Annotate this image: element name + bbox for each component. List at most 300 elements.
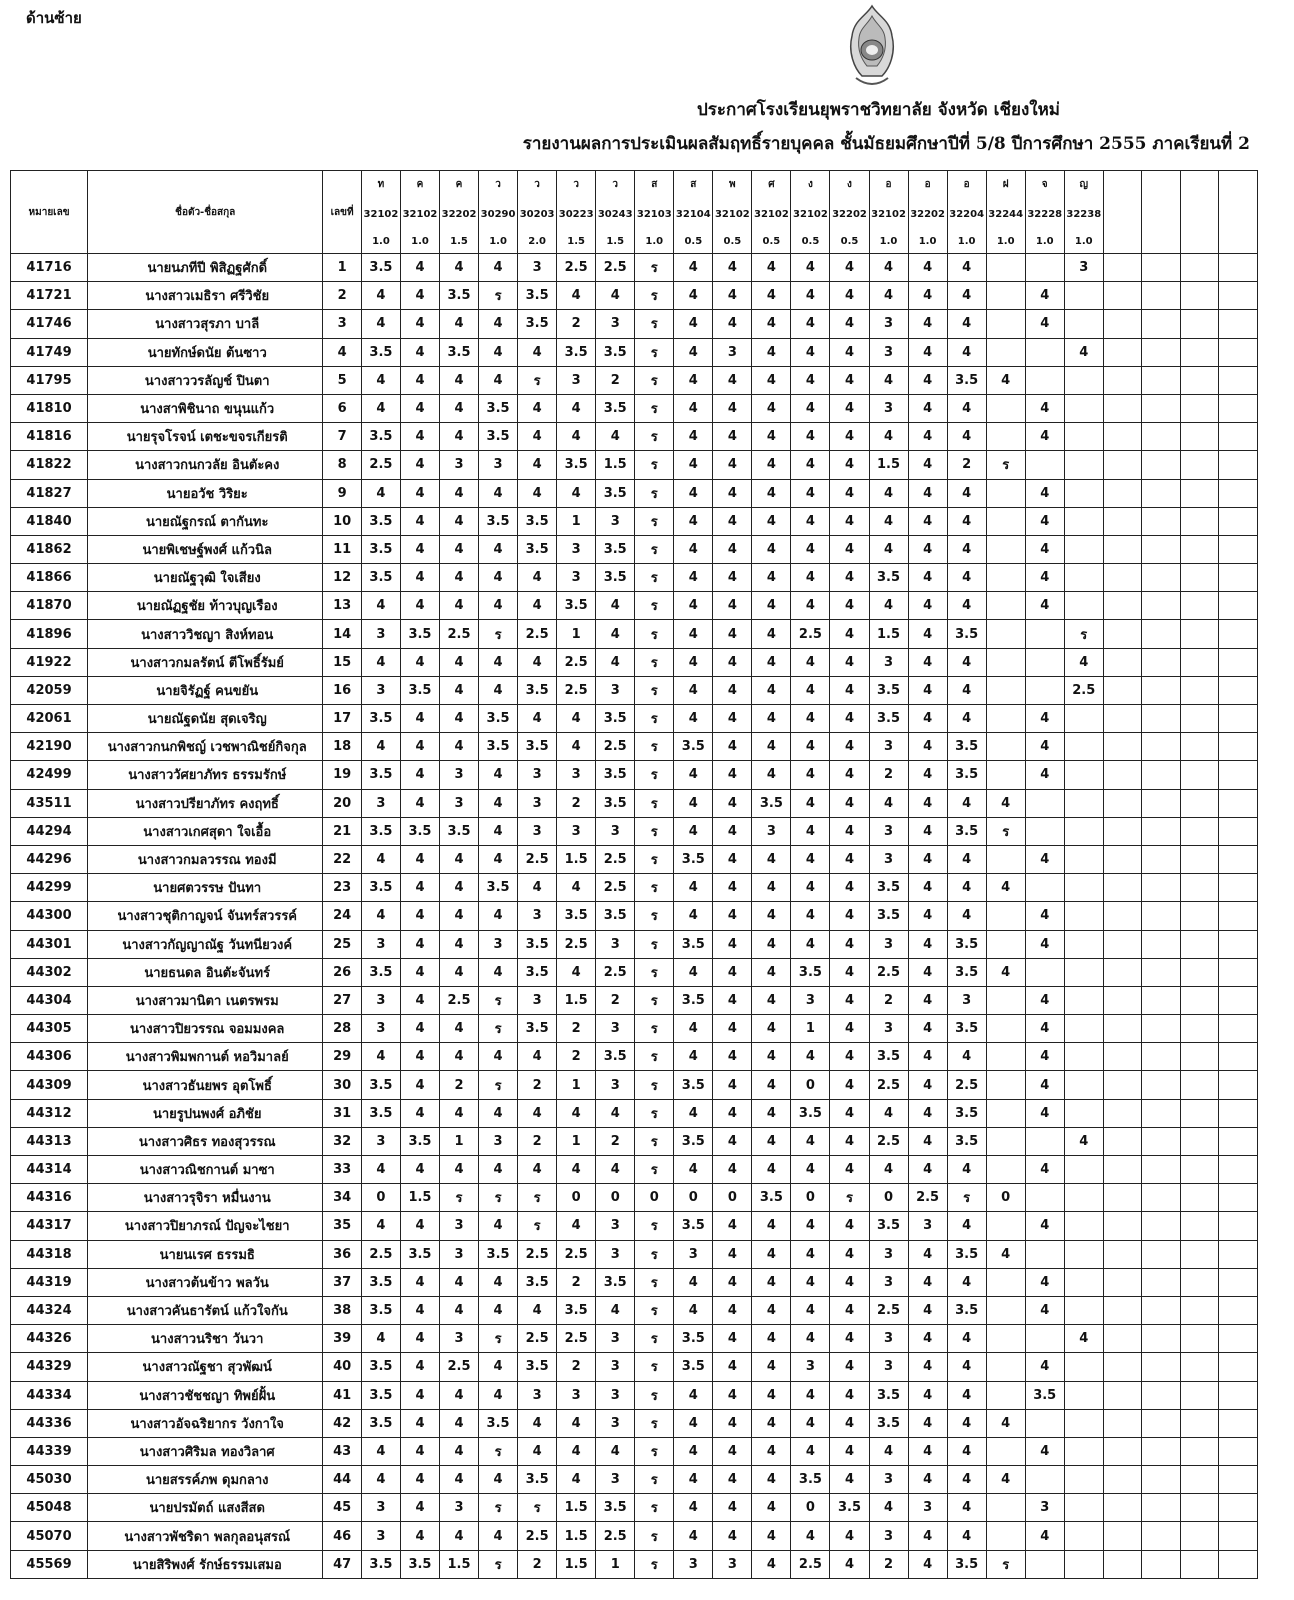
grade-cell: 4 [674,451,713,479]
empty-cell [1103,1296,1142,1324]
grade-cell [1064,874,1103,902]
grade-cell: 3 [869,338,908,366]
grade-cell: 3 [361,1522,400,1550]
header-empty [1142,171,1181,254]
grade-cell: ร [635,366,674,394]
empty-cell [1103,479,1142,507]
grade-cell: 4 [674,507,713,535]
header-subject [752,171,791,254]
grade-cell [1025,958,1064,986]
grade-cell [986,902,1025,930]
header-empty [1103,171,1142,254]
grade-cell: 4 [908,874,947,902]
empty-cell [1219,902,1258,930]
grade-cell: 4 [479,1522,518,1550]
grade-cell: 4 [869,479,908,507]
grade-cell: ร [635,564,674,592]
grade-cell: ร [635,1099,674,1127]
grade-cell: 3.5 [440,338,479,366]
student-id: 41810 [11,394,88,422]
student-id: 44294 [11,817,88,845]
grade-cell: 4 [518,1409,557,1437]
student-name: นายอวัช วิริยะ [88,479,323,507]
grade-cell: 0 [674,1184,713,1212]
grade-cell: 3 [440,1494,479,1522]
empty-cell [1180,1437,1219,1465]
grade-cell [986,1296,1025,1324]
grade-cell: 3 [869,817,908,845]
grade-cell: 3 [596,1240,635,1268]
grade-cell: 4 [713,366,752,394]
grade-cell: 4 [674,705,713,733]
subject-code: 30223 [558,208,594,220]
empty-cell [1180,423,1219,451]
student-id: 41716 [11,254,88,282]
grade-cell: 4 [869,254,908,282]
seat-number: 45 [323,1494,362,1522]
grade-cell: 3.5 [518,1268,557,1296]
grade-cell: 4 [400,1099,439,1127]
grade-cell: 4 [908,535,947,563]
grade-cell: 3.5 [361,1099,400,1127]
header-empty [1219,171,1258,254]
student-name: นายณัฐวุฒิ ใจเสียง [88,564,323,592]
grade-cell: 4 [596,423,635,451]
grade-cell: 4 [596,620,635,648]
grade-cell: 3 [557,535,596,563]
grade-cell: 4 [557,874,596,902]
grade-cell [986,1494,1025,1522]
grade-cell: 4 [596,1099,635,1127]
empty-cell [1180,507,1219,535]
student-name: นางสาวมานิตา เนตรพรม [88,986,323,1014]
grade-cell [986,1015,1025,1043]
grade-cell: 2 [557,1043,596,1071]
grade-cell [1025,451,1064,479]
empty-cell [1103,535,1142,563]
empty-cell [1219,564,1258,592]
grade-cell: 4 [518,479,557,507]
grade-cell [1064,845,1103,873]
table-row [11,705,1258,733]
grade-cell: 3 [596,1381,635,1409]
grade-cell: ร [635,394,674,422]
grade-cell: 4 [752,592,791,620]
grade-cell: 4 [830,1466,869,1494]
grade-cell: 4 [361,902,400,930]
grade-cell: 4 [713,1296,752,1324]
empty-cell [1103,394,1142,422]
table-row [11,1466,1258,1494]
grade-cell: ร [947,1184,986,1212]
grade-cell: 3 [713,338,752,366]
student-name: นางสาวปิยาภรณ์ ปัญจะไชยา [88,1212,323,1240]
seat-number: 8 [323,451,362,479]
grade-cell: 4 [713,986,752,1014]
grade-cell: 4 [947,479,986,507]
grade-cell: 4 [908,1522,947,1550]
grade-cell: 2 [596,1127,635,1155]
grade-cell: ร [518,1212,557,1240]
empty-cell [1180,1184,1219,1212]
empty-cell [1103,1437,1142,1465]
grade-cell [1025,620,1064,648]
student-name: นางสาวกัญญาณัฐ วันทนียวงค์ [88,930,323,958]
student-id: 44300 [11,902,88,930]
seat-number: 19 [323,761,362,789]
grade-cell: 3.5 [947,1550,986,1578]
empty-cell [1219,338,1258,366]
grade-cell: 4 [830,1409,869,1437]
empty-cell [1180,1494,1219,1522]
grade-cell: 3.5 [518,282,557,310]
grade-cell [1064,451,1103,479]
grade-cell: 3.5 [361,564,400,592]
empty-cell [1219,1325,1258,1353]
grade-cell: 4 [869,789,908,817]
empty-cell [1180,1550,1219,1578]
empty-cell [1219,1353,1258,1381]
empty-cell [1180,930,1219,958]
grade-cell: 2.5 [791,620,830,648]
empty-cell [1103,902,1142,930]
grade-cell: 4 [479,648,518,676]
grade-cell: 4 [440,310,479,338]
header-seat-number: เลขที่ [323,171,362,254]
grade-cell: 4 [479,902,518,930]
grade-cell: 4 [713,592,752,620]
grade-cell: 3.5 [674,1325,713,1353]
grade-cell: 1 [557,507,596,535]
table-row [11,817,1258,845]
empty-cell [1219,648,1258,676]
grade-cell: ร [986,817,1025,845]
grade-cell: ร [479,282,518,310]
table-row [11,958,1258,986]
grade-cell: 3 [518,817,557,845]
empty-cell [1103,648,1142,676]
grade-cell: 4 [986,366,1025,394]
grade-cell: 3.5 [869,705,908,733]
subject-group: อ [885,179,892,190]
grade-cell: 3 [869,1522,908,1550]
grade-cell: 3.5 [869,1212,908,1240]
seat-number: 20 [323,789,362,817]
grade-cell: 4 [440,1409,479,1437]
grade-cell: 2.5 [557,676,596,704]
grade-cell [986,1043,1025,1071]
grade-cell [986,1212,1025,1240]
seat-number: 7 [323,423,362,451]
student-id: 42190 [11,733,88,761]
grade-cell [1064,902,1103,930]
grade-cell: 4 [752,761,791,789]
header-subject [1025,171,1064,254]
grade-cell: 1 [596,1550,635,1578]
grade-cell: ร [635,789,674,817]
empty-cell [1180,733,1219,761]
grade-cell: 4 [557,1437,596,1465]
student-name: นางสาวอัจฉริยากร วังกาใจ [88,1409,323,1437]
grade-cell: 2.5 [596,254,635,282]
grade-cell: 4 [518,564,557,592]
grade-cell: 4 [400,1325,439,1353]
student-name: นายณัฐกรณ์ ตากันทะ [88,507,323,535]
grade-cell: 4 [440,1381,479,1409]
grade-cell: 4 [791,254,830,282]
grade-cell: 3 [596,507,635,535]
grade-cell: 4 [674,394,713,422]
empty-cell [1142,1043,1181,1071]
subject-credit: 0.5 [801,236,820,247]
grade-cell [986,733,1025,761]
empty-cell [1103,282,1142,310]
empty-cell [1103,451,1142,479]
grade-cell: 4 [908,507,947,535]
subject-credit: 1.0 [1035,236,1054,247]
empty-cell [1103,930,1142,958]
grade-cell: 4 [596,648,635,676]
empty-cell [1103,1325,1142,1353]
grade-cell: 4 [400,254,439,282]
student-name: นางสาวต้นข้าว พลวัน [88,1268,323,1296]
subject-group: อ [924,179,931,190]
grade-cell: 3.5 [361,1381,400,1409]
empty-cell [1180,1015,1219,1043]
grade-cell: 4 [674,1043,713,1071]
student-name: นางสาวกมลรัตน์ ตีโพธิ์รัมย์ [88,648,323,676]
grade-cell: 3.5 [947,817,986,845]
table-row [11,930,1258,958]
empty-cell [1180,1043,1219,1071]
empty-cell [1180,1325,1219,1353]
empty-cell [1219,423,1258,451]
grade-cell: 4 [869,366,908,394]
empty-cell [1142,705,1181,733]
grade-cell [1064,507,1103,535]
empty-cell [1180,1240,1219,1268]
grade-cell: 3.5 [947,958,986,986]
empty-cell [1103,1127,1142,1155]
grade-cell: 4 [791,1043,830,1071]
grade-cell: ร [635,479,674,507]
grade-cell: 4 [830,1268,869,1296]
empty-cell [1142,1015,1181,1043]
grade-cell: 2 [596,366,635,394]
grade-cell: 4 [479,958,518,986]
grade-cell: 4 [791,648,830,676]
grade-cell: ร [635,1550,674,1578]
grade-cell: 3.5 [557,338,596,366]
grade-cell: 3.5 [869,902,908,930]
empty-cell [1180,1099,1219,1127]
grade-cell: 4 [752,1325,791,1353]
grade-cell: 3.5 [674,1127,713,1155]
grade-cell: 4 [908,1550,947,1578]
student-name: นางสาวนริชา วันวา [88,1325,323,1353]
header-subject [635,171,674,254]
grade-cell: 4 [400,1381,439,1409]
grade-cell [1064,1184,1103,1212]
grade-cell: 4 [908,1296,947,1324]
grade-cell: 3.5 [674,986,713,1014]
grade-cell: 4 [440,1156,479,1184]
grade-cell: 4 [947,1043,986,1071]
grade-cell: ร [635,1071,674,1099]
subject-code: 32102 [871,208,906,220]
grade-cell: 4 [752,1466,791,1494]
student-id: 44302 [11,958,88,986]
grade-cell: 4 [440,902,479,930]
grade-cell [1064,1043,1103,1071]
grade-cell: 4 [361,394,400,422]
grade-cell: 4 [830,1240,869,1268]
empty-cell [1180,845,1219,873]
grade-cell: 4 [752,1127,791,1155]
grade-cell: 4 [1025,1268,1064,1296]
student-id: 41922 [11,648,88,676]
grade-cell: 4 [518,705,557,733]
grade-cell: 4 [440,564,479,592]
grade-cell: 3.5 [361,1071,400,1099]
student-id: 44313 [11,1127,88,1155]
grade-cell: 3.5 [674,845,713,873]
student-id: 44339 [11,1437,88,1465]
grade-cell: 3.5 [518,535,557,563]
grade-cell: 4 [1025,1212,1064,1240]
grade-cell: 3.5 [947,733,986,761]
grade-cell [1025,1550,1064,1578]
subject-credit: 1.0 [411,236,429,247]
empty-cell [1142,535,1181,563]
grade-cell: 3.5 [361,705,400,733]
grade-cell: 2 [557,789,596,817]
grade-cell: 4 [713,1466,752,1494]
grade-cell: 4 [1025,1296,1064,1324]
grade-cell: 3 [440,1240,479,1268]
student-name: นายศตวรรษ ปันทา [88,874,323,902]
grade-cell: 4 [713,1353,752,1381]
grade-cell: 4 [674,620,713,648]
grade-cell: 4 [869,592,908,620]
grade-cell: 4 [752,1381,791,1409]
student-id: 45569 [11,1550,88,1578]
grade-cell [986,338,1025,366]
grade-cell: 4 [1025,986,1064,1014]
grade-cell [986,1381,1025,1409]
grade-cell: 4 [400,1212,439,1240]
student-id: 42061 [11,705,88,733]
grade-cell: ร [635,705,674,733]
grade-cell: ร [635,1381,674,1409]
grade-cell: ร [635,1212,674,1240]
empty-cell [1180,1268,1219,1296]
grade-cell: ร [635,817,674,845]
student-name: นางสาวชุติกาญจน์ จันทร์สวรรค์ [88,902,323,930]
grade-cell: ร [830,1184,869,1212]
empty-cell [1219,1466,1258,1494]
subject-code: 32102 [402,208,438,220]
grade-cell: 4 [557,1212,596,1240]
table-row [11,1325,1258,1353]
grade-cell: 4 [830,1156,869,1184]
table-row [11,366,1258,394]
grade-cell: 4 [674,1156,713,1184]
grade-cell: 4 [674,479,713,507]
grade-cell: 0 [791,1494,830,1522]
student-name: นายธนดล อินตัะจันทร์ [88,958,323,986]
grade-cell: 3.5 [361,338,400,366]
grade-cell: 2.5 [518,845,557,873]
grade-cell: 4 [752,1550,791,1578]
grade-cell: 4 [361,479,400,507]
grade-cell: 2 [440,1071,479,1099]
empty-cell [1180,1127,1219,1155]
grade-cell: 4 [791,338,830,366]
table-row [11,676,1258,704]
empty-cell [1219,1381,1258,1409]
grade-cell: 4 [713,282,752,310]
empty-cell [1219,1409,1258,1437]
grade-cell: 3.5 [596,564,635,592]
grade-cell: 4 [752,874,791,902]
empty-cell [1142,1212,1181,1240]
seat-number: 18 [323,733,362,761]
header-subject [713,171,752,254]
grade-cell: 4 [713,789,752,817]
empty-cell [1142,930,1181,958]
grade-cell: 3 [596,1212,635,1240]
grade-cell: 4 [400,1353,439,1381]
grade-cell: 4 [674,761,713,789]
subject-code: 32104 [675,208,711,220]
grade-cell: 3.5 [674,1212,713,1240]
grade-cell: 4 [713,1522,752,1550]
empty-cell [1103,254,1142,282]
student-name: นางสาววิชญา สิงห์ทอน [88,620,323,648]
grade-cell: 4 [400,338,439,366]
grade-cell: 3.5 [479,733,518,761]
empty-cell [1142,282,1181,310]
grade-cell: 4 [908,1127,947,1155]
grade-cell: 4 [557,282,596,310]
grade-cell: ร [635,845,674,873]
empty-cell [1142,451,1181,479]
empty-cell [1142,254,1181,282]
grade-cell: 4 [947,338,986,366]
grade-cell: 4 [830,1127,869,1155]
grade-cell: 4 [791,423,830,451]
empty-cell [1219,1550,1258,1578]
grade-cell: 4 [1064,1127,1103,1155]
grade-cell: 4 [947,676,986,704]
grade-cell: 4 [361,845,400,873]
grade-cell: 4 [791,1437,830,1465]
header-subject [400,171,439,254]
grade-cell [1064,1466,1103,1494]
grade-cell: 0 [791,1071,830,1099]
table-row [11,1127,1258,1155]
subject-credit: 0.5 [684,236,703,247]
grade-cell: 3.5 [361,761,400,789]
empty-cell [1142,986,1181,1014]
student-id: 41816 [11,423,88,451]
grade-cell: ร [635,1296,674,1324]
grade-cell: 4 [713,507,752,535]
grade-cell: 4 [713,535,752,563]
seat-number: 1 [323,254,362,282]
subject-code: 32103 [636,208,672,220]
